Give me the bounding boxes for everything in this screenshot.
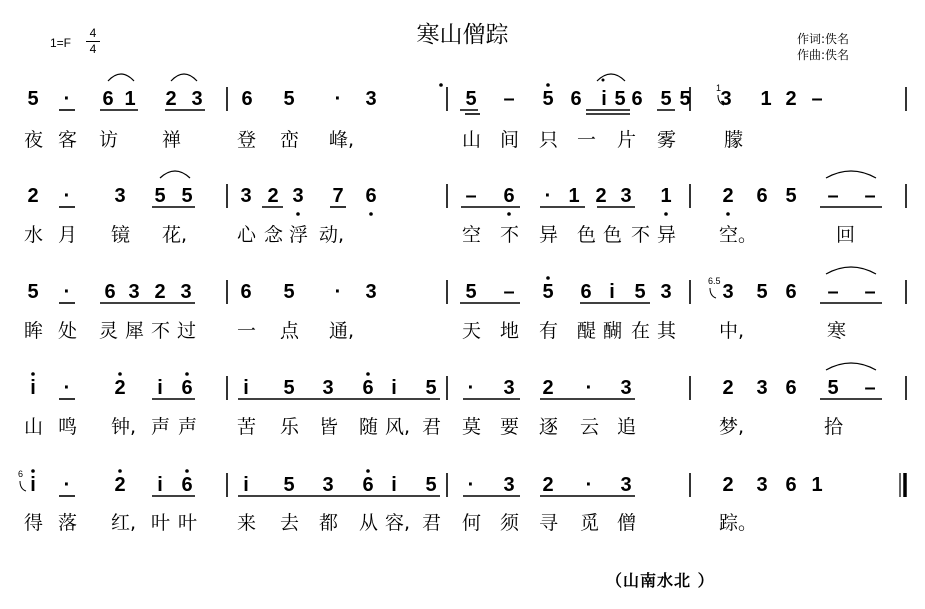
note: – — [864, 185, 876, 207]
ornament-dot — [602, 79, 605, 82]
note: i — [30, 474, 36, 496]
note: 6 — [181, 474, 193, 496]
lyric-syllable: 地 — [500, 320, 520, 342]
lyric-syllable: 逐 — [539, 416, 559, 438]
note: 6 — [104, 281, 116, 303]
note: 3 — [620, 474, 632, 496]
note: 2 — [722, 474, 734, 496]
note: 5 — [283, 474, 295, 496]
lyric-syllable: 通, — [329, 320, 355, 342]
note: 3 — [503, 474, 515, 496]
note: 3 — [191, 88, 203, 110]
note: – — [465, 185, 477, 207]
note: · — [63, 377, 71, 399]
song-title: 寒山僧踪 — [416, 22, 509, 48]
lyric-syllable: 云 — [580, 416, 600, 438]
lyric-syllable: 醍 — [577, 320, 597, 342]
lyric-syllable: 空。 — [719, 224, 758, 246]
note: 3 — [365, 88, 377, 110]
note: 3 — [660, 281, 672, 303]
lyric-syllable: 来 — [237, 512, 257, 534]
note: · — [63, 281, 71, 303]
note: 6 — [102, 88, 114, 110]
note: 5 — [542, 281, 554, 303]
key-signature: 1=F — [50, 36, 72, 50]
lyric-syllable: 须 — [500, 512, 520, 534]
lyric-syllable: 眸 — [24, 320, 44, 342]
slur — [171, 74, 197, 81]
lyric-syllable: 何 — [462, 512, 482, 534]
grace-note: 1 — [716, 83, 722, 93]
lyric-syllable: 色 — [603, 224, 623, 246]
lyric-syllable: 禅 — [162, 129, 182, 151]
lyric-syllable: 声 — [151, 416, 171, 438]
note: 6 — [503, 185, 515, 207]
lyric-syllable: 间 — [500, 129, 520, 151]
slur — [108, 74, 134, 81]
octave-dot-high — [546, 83, 550, 87]
lyric-syllable: 得 — [24, 512, 44, 534]
note: · — [63, 474, 71, 496]
lyric-syllable: 浮 — [289, 224, 309, 246]
lyric-syllable: 一 — [237, 320, 257, 342]
note: 3 — [503, 377, 515, 399]
lyric-syllable: 君 — [422, 512, 442, 534]
note: 1 — [760, 88, 772, 110]
note: 5 — [425, 377, 437, 399]
note: · — [544, 185, 552, 207]
lyric-syllable: 风, — [385, 416, 411, 438]
lyric-syllable: 莫 — [462, 416, 482, 438]
lyric-syllable: 在 — [631, 320, 651, 342]
lyric-syllable: 雾 — [657, 129, 677, 151]
lyric-syllable: 只 — [539, 129, 559, 151]
note: 5 — [154, 185, 166, 207]
note: 6 — [240, 281, 252, 303]
note: 2 — [785, 88, 797, 110]
lyric-syllable: 醐 — [603, 320, 623, 342]
note: 5 — [181, 185, 193, 207]
lyric-syllable: 峦 — [280, 129, 300, 151]
note: 2 — [722, 185, 734, 207]
lyric-syllable: 一 — [577, 129, 597, 151]
note: 3 — [322, 474, 334, 496]
lyric-syllable: 动, — [319, 224, 345, 246]
note: 6 — [570, 88, 582, 110]
note: i — [243, 377, 249, 399]
octave-dot-high — [118, 469, 122, 473]
lyric-syllable: 声 — [178, 416, 198, 438]
lyricist-credit: 作词:佚名 — [797, 32, 850, 46]
note: 2 — [154, 281, 166, 303]
octave-dot-high — [366, 469, 370, 473]
note: – — [811, 88, 823, 110]
octave-dot-high — [31, 469, 35, 473]
note: · — [585, 474, 593, 496]
lyric-syllable: 色 — [577, 224, 597, 246]
note: 3 — [620, 185, 632, 207]
octave-dot-high — [185, 469, 189, 473]
lyric-syllable: 天 — [462, 320, 482, 342]
note: i — [243, 474, 249, 496]
note: 3 — [114, 185, 126, 207]
lyric-syllable: 异 — [539, 224, 559, 246]
lyric-syllable: 钟, — [111, 416, 137, 438]
note: 3 — [180, 281, 192, 303]
note: i — [391, 377, 397, 399]
note: 5 — [465, 281, 477, 303]
lyric-syllable: 去 — [280, 512, 300, 534]
lyric-syllable: 落 — [58, 512, 78, 534]
octave-dot-high — [185, 372, 189, 376]
note: 3 — [720, 88, 732, 110]
lyric-syllable: 寒 — [827, 320, 847, 342]
lyric-syllable: 处 — [58, 320, 78, 342]
note: 5 — [634, 281, 646, 303]
octave-dot-high — [118, 372, 122, 376]
note: 1 — [660, 185, 672, 207]
note: 2 — [595, 185, 607, 207]
note: i — [30, 377, 36, 399]
lyric-syllable: 山 — [24, 416, 44, 438]
note: 5 — [785, 185, 797, 207]
slur — [160, 171, 190, 178]
octave-dot-high — [31, 372, 35, 376]
note: 6 — [756, 185, 768, 207]
lyric-syllable: 水 — [24, 224, 44, 246]
note: i — [601, 88, 607, 110]
note: – — [864, 377, 876, 399]
note: 3 — [620, 377, 632, 399]
note: i — [609, 281, 615, 303]
note: 3 — [365, 281, 377, 303]
time-signature-numerator: 4 — [86, 26, 100, 42]
octave-dot-low — [726, 212, 730, 216]
slur — [597, 74, 625, 81]
lyric-syllable: 镜 — [111, 224, 131, 246]
note: · — [63, 88, 71, 110]
grace-note: 6.5 — [708, 276, 721, 286]
note: · — [585, 377, 593, 399]
note: 6 — [362, 474, 374, 496]
note: 6 — [362, 377, 374, 399]
lyric-syllable: 灵 — [99, 320, 119, 342]
lyric-syllable: 红, — [111, 512, 137, 534]
grace-note-arc — [20, 481, 26, 491]
lyric-syllable: 有 — [539, 320, 559, 342]
lyric-syllable: 鸣 — [58, 416, 78, 438]
lyric-syllable: 回 — [836, 224, 856, 246]
note: 1 — [811, 474, 823, 496]
lyric-syllable: 念 — [264, 224, 284, 246]
note: 5 — [27, 88, 39, 110]
lyric-syllable: 中, — [719, 320, 745, 342]
lyric-syllable: 异 — [657, 224, 677, 246]
lyric-syllable: 不 — [500, 224, 520, 246]
note: 6 — [365, 185, 377, 207]
lyric-syllable: 犀 — [125, 320, 145, 342]
lyric-syllable: 苦 — [237, 416, 257, 438]
lyric-syllable: 月 — [58, 224, 78, 246]
note: 3 — [756, 377, 768, 399]
lyric-syllable: 不 — [631, 224, 651, 246]
lyric-syllable: 点 — [280, 320, 300, 342]
note: 6 — [631, 88, 643, 110]
octave-dot-high — [439, 83, 443, 87]
lyric-syllable: 随 — [359, 416, 379, 438]
note: 1 — [568, 185, 580, 207]
lyric-syllable: 叶 — [151, 512, 171, 534]
note: 1 — [124, 88, 136, 110]
note: 6 — [580, 281, 592, 303]
note: 2 — [27, 185, 39, 207]
note: 5 — [425, 474, 437, 496]
note: – — [827, 185, 839, 207]
note: 3 — [240, 185, 252, 207]
note: 6 — [785, 474, 797, 496]
lyric-syllable: 寻 — [539, 512, 559, 534]
lyric-syllable: 山 — [462, 129, 482, 151]
note: – — [827, 281, 839, 303]
note: 6 — [785, 377, 797, 399]
note: 6 — [785, 281, 797, 303]
lyric-syllable: 夜 — [24, 129, 44, 151]
slur — [826, 171, 876, 178]
lyric-syllable: 追 — [617, 416, 637, 438]
note: 6 — [181, 377, 193, 399]
lyric-syllable: 僧 — [617, 512, 637, 534]
lyric-syllable: 要 — [500, 416, 520, 438]
lyric-syllable: 乐 — [280, 416, 300, 438]
octave-dot-low — [664, 212, 668, 216]
lyric-syllable: 空 — [462, 224, 482, 246]
note: 3 — [128, 281, 140, 303]
note: · — [467, 377, 475, 399]
note: 2 — [114, 377, 126, 399]
time-signature-denominator: 4 — [89, 42, 97, 56]
note: 5 — [756, 281, 768, 303]
note: · — [467, 474, 475, 496]
note: · — [63, 185, 71, 207]
lyric-syllable: 都 — [319, 512, 339, 534]
note: 7 — [332, 185, 344, 207]
note: – — [864, 281, 876, 303]
slur — [826, 363, 876, 370]
note: i — [391, 474, 397, 496]
lyric-syllable: 觅 — [580, 512, 600, 534]
octave-dot-low — [296, 212, 300, 216]
note: 2 — [542, 377, 554, 399]
lyric-syllable: 其 — [657, 320, 677, 342]
note: 5 — [827, 377, 839, 399]
lyric-syllable: 花, — [162, 224, 188, 246]
grace-note: 6 — [18, 469, 24, 479]
note: · — [334, 281, 342, 303]
composer-credit: 作曲:佚名 — [797, 48, 850, 62]
grace-note-arc — [710, 288, 716, 298]
lyric-syllable: 容, — [385, 512, 411, 534]
note: 2 — [114, 474, 126, 496]
octave-dot-low — [507, 212, 511, 216]
lyric-syllable: 心 — [237, 224, 257, 246]
note: 2 — [542, 474, 554, 496]
note: 3 — [756, 474, 768, 496]
lyric-syllable: 从 — [359, 512, 379, 534]
note: 5 — [614, 88, 626, 110]
note: 2 — [165, 88, 177, 110]
note: 6 — [241, 88, 253, 110]
note: 5 — [679, 88, 691, 110]
lyric-syllable: 梦, — [719, 416, 745, 438]
lyric-syllable: 片 — [617, 129, 637, 151]
note: 5 — [283, 88, 295, 110]
note: 5 — [465, 88, 477, 110]
lyric-syllable: 不 — [151, 320, 171, 342]
note: 3 — [722, 281, 734, 303]
lyric-syllable: 叶 — [178, 512, 198, 534]
lyric-syllable: 朦 — [724, 129, 744, 151]
lyric-syllable: 皆 — [319, 416, 339, 438]
octave-dot-high — [366, 372, 370, 376]
lyric-syllable: 拾 — [824, 416, 844, 438]
lyric-syllable: 踪。 — [719, 512, 758, 534]
note: 5 — [542, 88, 554, 110]
lyric-syllable: 访 — [99, 129, 119, 151]
note: i — [157, 474, 163, 496]
octave-dot-low — [369, 212, 373, 216]
lyric-syllable: 峰, — [329, 129, 355, 151]
source-note: （山南水北 ） — [606, 571, 715, 590]
note: 3 — [292, 185, 304, 207]
note: · — [334, 88, 342, 110]
note: i — [157, 377, 163, 399]
note: 3 — [322, 377, 334, 399]
note: 2 — [722, 377, 734, 399]
note: – — [503, 281, 515, 303]
octave-dot-high — [546, 276, 550, 280]
note: 5 — [283, 377, 295, 399]
note: 5 — [660, 88, 672, 110]
lyric-syllable: 君 — [422, 416, 442, 438]
note: 5 — [27, 281, 39, 303]
lyric-syllable: 客 — [58, 129, 78, 151]
lyric-syllable: 登 — [237, 129, 257, 151]
note: 5 — [283, 281, 295, 303]
note: – — [503, 88, 515, 110]
lyric-syllable: 过 — [177, 320, 197, 342]
note: 2 — [267, 185, 279, 207]
slur — [826, 267, 876, 274]
